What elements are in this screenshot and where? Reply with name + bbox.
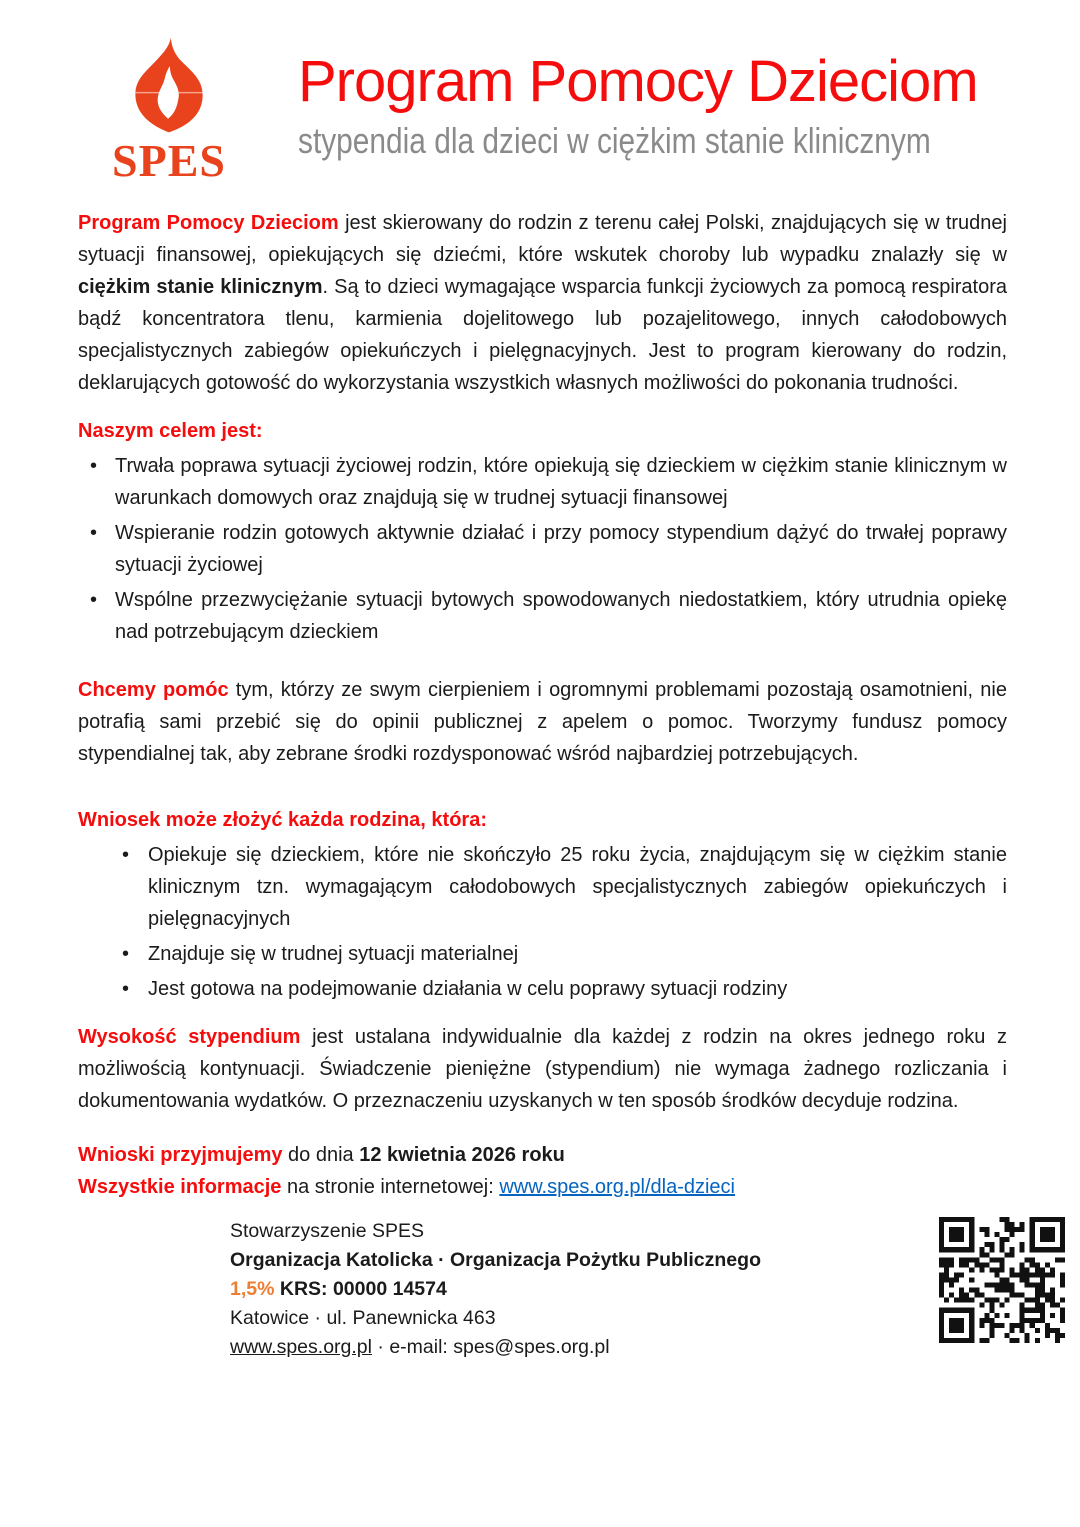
flame-icon xyxy=(121,36,217,136)
eligibility-heading: Wniosek może złożyć każda rodzina, która: xyxy=(78,808,487,831)
intro-paragraph xyxy=(78,207,1007,399)
footer xyxy=(0,1217,1080,1362)
krs-number: KRS: 00000 14574 xyxy=(274,1277,447,1300)
deadline-mid: do dnia xyxy=(282,1143,360,1166)
page-subtitle: stypendia dla dzieci w ciężkim stanie klinicznym xyxy=(298,119,931,161)
deadline-date: 12 kwietnia 2026 roku xyxy=(359,1143,565,1166)
spes-logo xyxy=(100,36,238,187)
list-item: • Trwała poprawa sytuacji życiowej rodzin, które opiekują się dzieckiem w ciężkim stanie klinicznym w warunkach domowych oraz znajdują się w trudnej sytuacji finansowej xyxy=(78,450,1007,514)
title-block xyxy=(298,36,1010,187)
deadline-lead: Wnioski przyjmujemy xyxy=(78,1143,283,1166)
stipend-text: jest ustalana indywidualnie dla każdej z rodzin na okres jednego roku z możliwością kontynuacji. Świadczenie pieniężne (stypendium) nie wymaga żadnego rozliczania i dokumentowania wydatków. O przeznaczeniu uzyskanych w ten sposób środków decyduje rodzina. xyxy=(78,1025,1007,1112)
info-line xyxy=(78,1171,1007,1203)
stipend-paragraph xyxy=(78,1021,1007,1117)
help-paragraph xyxy=(78,674,1007,770)
logo-wordmark: SPES xyxy=(112,135,226,186)
percent-label: 1,5% xyxy=(230,1277,275,1300)
goals-list xyxy=(78,450,1007,648)
krs-line xyxy=(230,1275,761,1304)
email-text: · e-mail: spes@spes.org.pl xyxy=(371,1335,610,1358)
stipend-lead: Wysokość stypendium xyxy=(78,1025,301,1048)
document-body xyxy=(0,207,1080,1203)
goals-heading: Naszym celem jest: xyxy=(78,419,263,442)
intro-bold-phrase: ciężkim stanie klinicznym xyxy=(78,275,323,298)
org-type: Organizacja Katolicka · Organizacja Pożytku Publicznego xyxy=(230,1248,761,1271)
qr-code xyxy=(939,1217,1065,1343)
address-line: Katowice · ul. Panewnicka 463 xyxy=(230,1306,496,1329)
list-item: • Wspieranie rodzin gotowych aktywnie działać i przy pomocy stypendium dążyć do trwałej poprawy sytuacji życiowej xyxy=(78,517,1007,581)
list-item: • Znajduje się w trudnej sytuacji materialnej xyxy=(78,938,1007,970)
program-website-link[interactable]: www.spes.org.pl/dla-dzieci xyxy=(499,1175,735,1198)
org-website-link[interactable]: www.spes.org.pl xyxy=(230,1335,372,1358)
help-lead: Chcemy pomóc xyxy=(78,678,229,701)
info-lead: Wszystkie informacje xyxy=(78,1175,282,1198)
org-name: Stowarzyszenie SPES xyxy=(230,1219,425,1242)
header xyxy=(0,0,1080,187)
deadline-line xyxy=(78,1139,1007,1171)
help-text: tym, którzy ze swym cierpieniem i ogromnymi problemami pozostają osamotnieni, nie potrafią sami przebić się do opinii publicznej z apelem o pomoc. Tworzymy fundusz pomocy stypendialnej tak, aby zebrane środki rozdysponować wśród najbardziej potrzebujących. xyxy=(78,678,1007,765)
contact-block xyxy=(230,1217,761,1362)
eligibility-list xyxy=(78,839,1007,1005)
intro-text-1: jest skierowany do rodzin z terenu całej Polski, znajdujących się w trudnej sytuacji finansowej, opiekujących się dziećmi, które wskutek choroby lub wypadku znalazły się w xyxy=(78,211,1007,266)
intro-lead: Program Pomocy Dzieciom xyxy=(78,211,339,234)
web-email-line xyxy=(230,1333,761,1362)
info-mid: na stronie internetowej: xyxy=(281,1175,500,1198)
list-item: • Opiekuje się dzieckiem, które nie skończyło 25 roku życia, znajdującym się w ciężkim stanie klinicznym tzn. wymagającym całodobowych specjalistycznych zabiegów opiekuńczych i pielęgnacyjnych xyxy=(78,839,1007,935)
page-title: Program Pomocy Dzieciom xyxy=(298,49,978,114)
list-item: • Wspólne przezwyciężanie sytuacji bytowych spowodowanych niedostatkiem, który utrudnia opiekę nad potrzebującym dzieckiem xyxy=(78,584,1007,648)
list-item: • Jest gotowa na podejmowanie działania w celu poprawy sytuacji rodziny xyxy=(78,973,1007,1005)
intro-text-2: . Są to dzieci wymagające wsparcia funkcji życiowych za pomocą respiratora bądź koncentratora tlenu, karmienia dojelitowego lub pozajelitowego, innych całodobowych specjalistycznych zabiegów opiekuńczych i pielęgnacyjnych. Jest to program kierowany do rodzin, deklarujących gotowość do wykorzystania wszystkich własnych możliwości do pokonania trudności. xyxy=(78,275,1008,394)
